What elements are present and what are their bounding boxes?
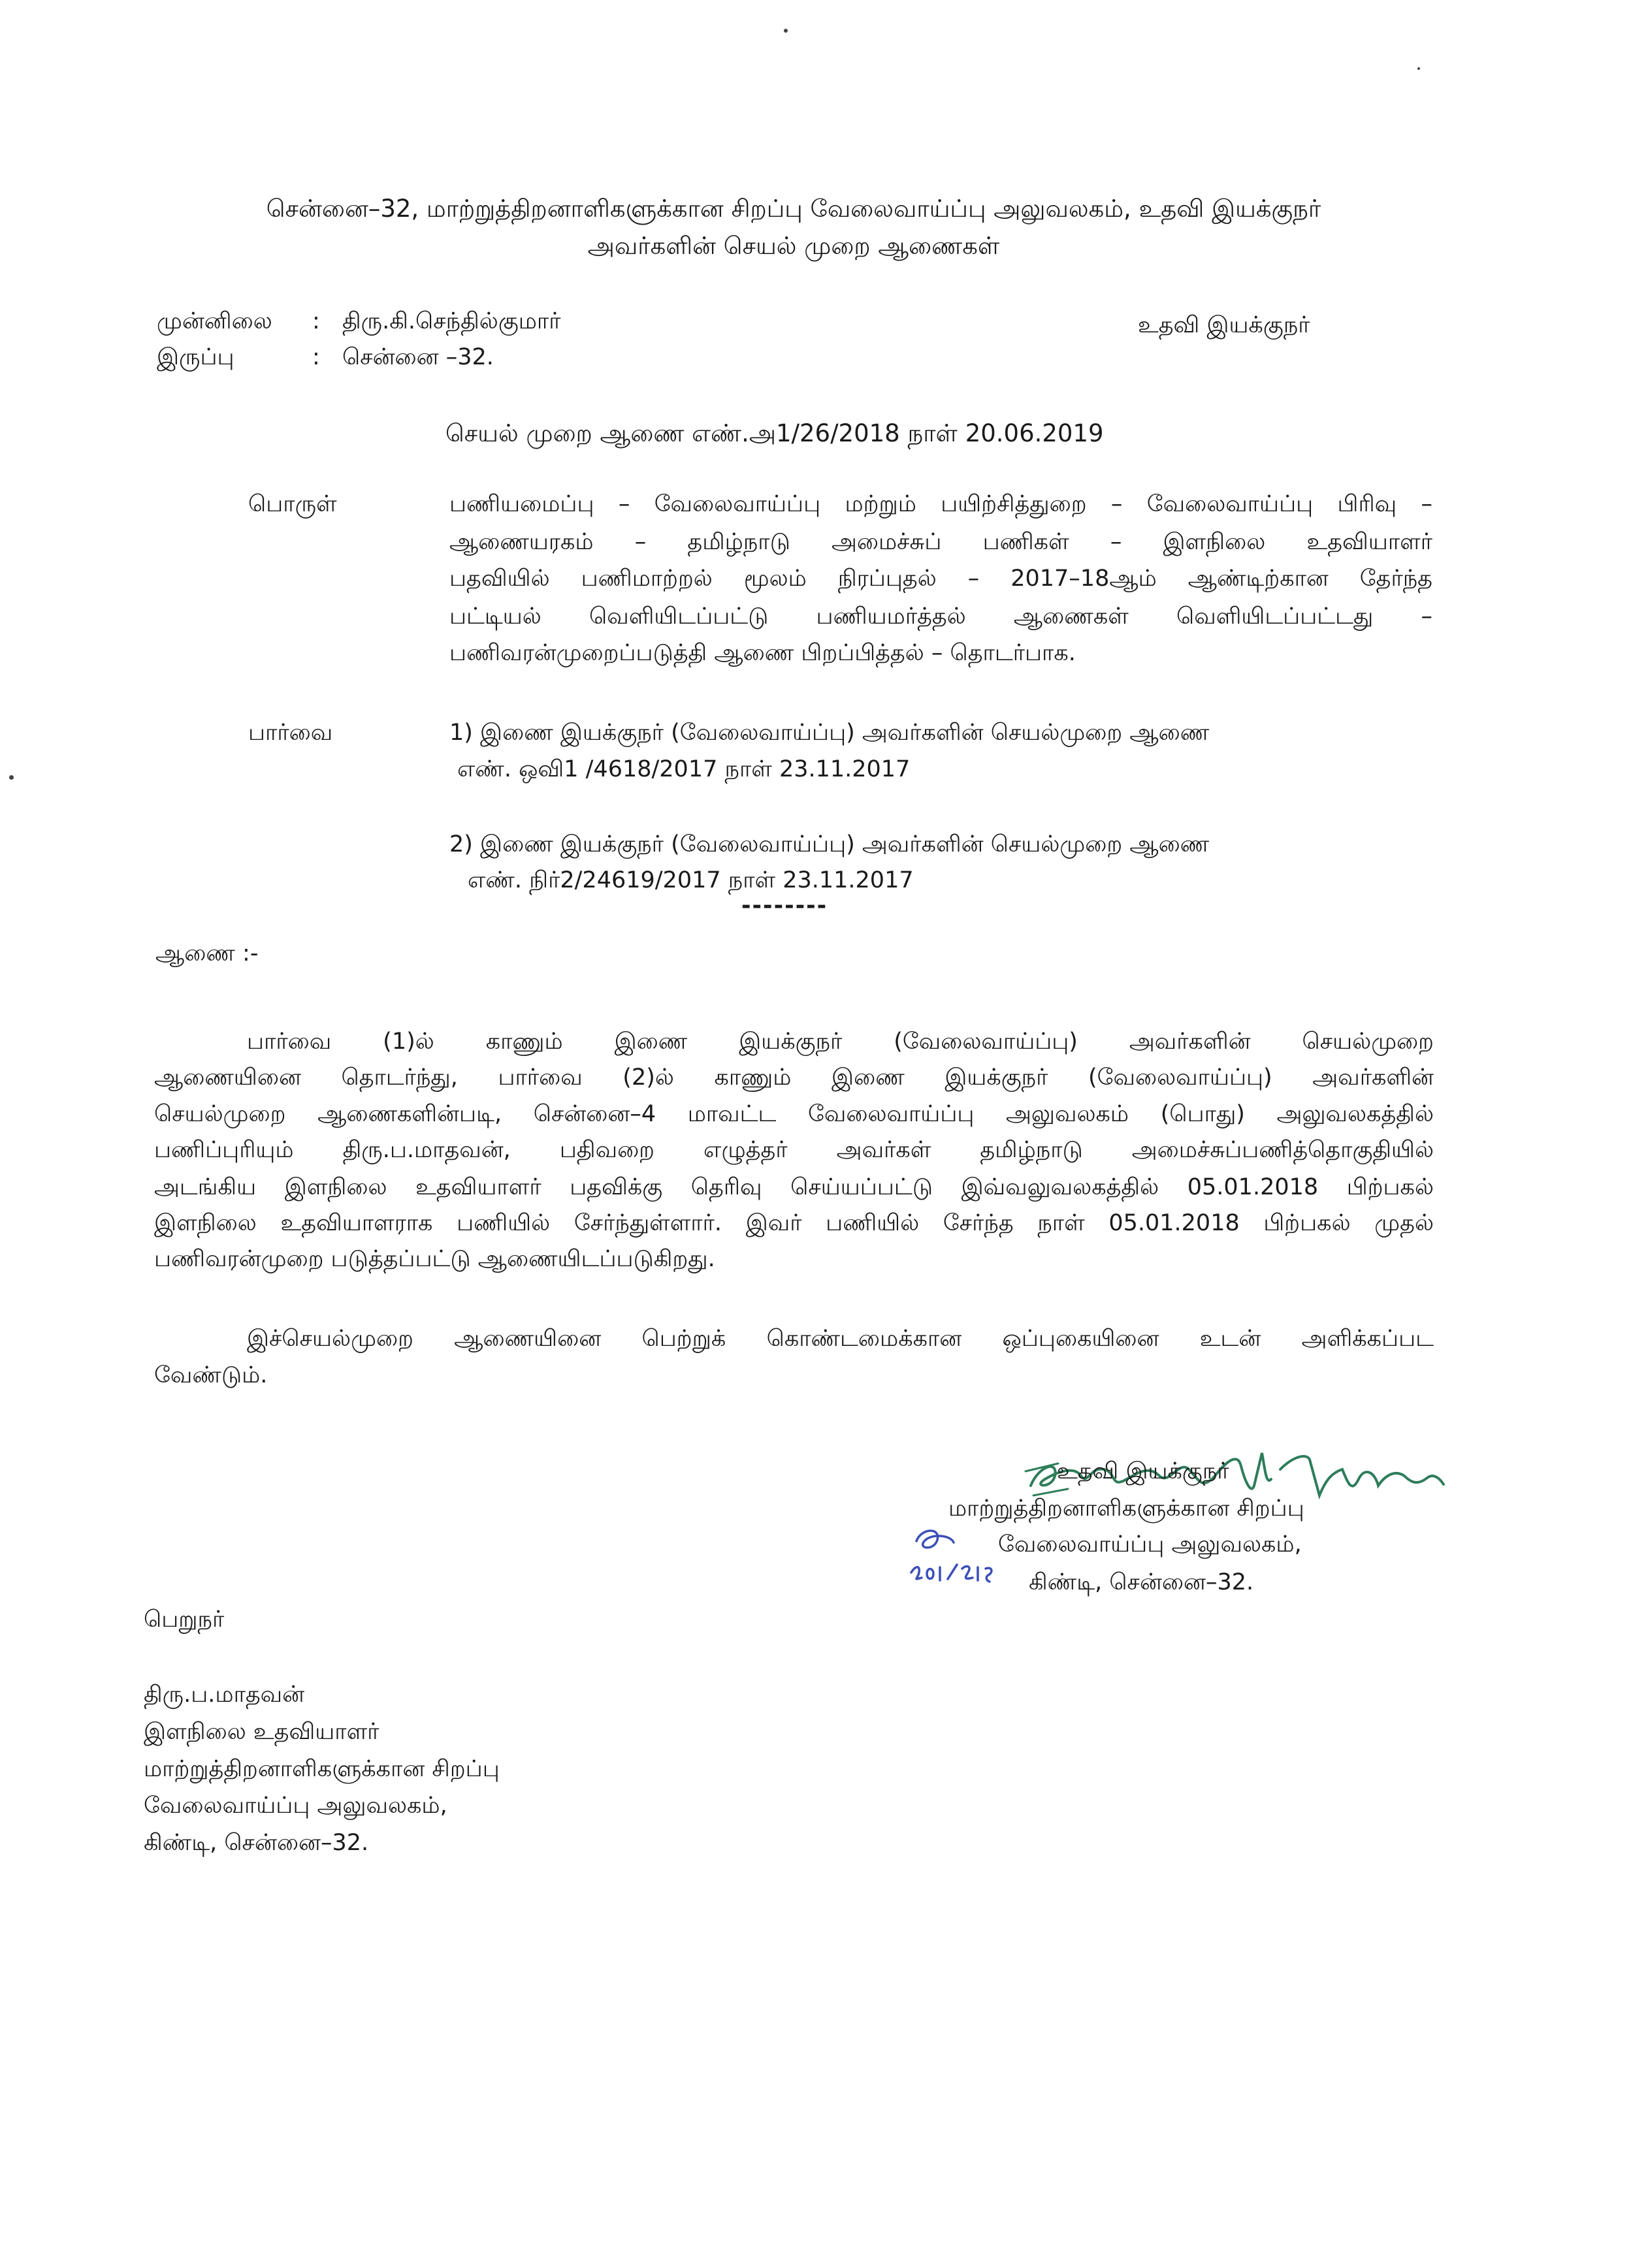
scan-speck <box>784 29 788 33</box>
body-line: ஆணையினை தொடர்ந்து, பார்வை (2)ல் காணும் இணை இயக்குநர் (வேலைவாய்ப்பு) அவர்களின் <box>154 1064 1434 1091</box>
recipient-line: மாற்றுத்திறனாளிகளுக்கான சிறப்பு <box>144 1756 500 1782</box>
body-line: செயல்முறை ஆணைகளின்படி, சென்னை–4 மாவட்ட வேலைவாய்ப்பு அலுவலகம் (பொது) அலுவலகத்தில் <box>154 1101 1434 1127</box>
presence-colon: : <box>312 308 320 334</box>
signatory-title: உதவி இயக்குநர் <box>1057 1458 1229 1484</box>
subject-line: ஆணையரகம் – தமிழ்நாடு அமைச்சுப் பணிகள் – இளநிலை உதவியாளர் <box>449 529 1432 555</box>
handwritten-initials <box>905 1522 1012 1587</box>
order-reference: செயல் முறை ஆணை எண்.அ1/26/2018 நாள் 20.06.2019 <box>445 419 1104 447</box>
reference-separator: -------- <box>741 893 828 919</box>
scan-speck <box>9 775 14 780</box>
header-line-2: அவர்களின் செயல் முறை ஆணைகள் <box>587 232 1000 260</box>
reference-label: பார்வை <box>248 720 333 746</box>
signatory-office-line-1: மாற்றுத்திறனாளிகளுக்கான சிறப்பு <box>948 1495 1304 1522</box>
subject-line: பதவியில் பணிமாற்றல் மூலம் நிரப்புதல் – 2017–18ஆம் ஆண்டிற்கான தேர்ந்த <box>449 566 1432 592</box>
recipient-line: திரு.ப.மாதவன் <box>144 1682 305 1708</box>
header-line-1: சென்னை–32, மாற்றுத்திறனாளிகளுக்கான சிறப்பு வேலைவாய்ப்பு அலுவலகம், உதவி இயக்குநர் <box>266 195 1321 223</box>
body-line: பார்வை (1)ல் காணும் இணை இயக்குநர் (வேலைவாய்ப்பு) அவர்களின் செயல்முறை <box>247 1029 1434 1055</box>
recipient-label: பெறுநர் <box>144 1606 225 1633</box>
order-heading: ஆணை :- <box>155 940 259 966</box>
body-line: பணிப்புரியும் திரு.ப.மாதவன், பதிவறை எழுத்தர் அவர்கள் தமிழ்நாடு அமைச்சுப்பணித்தொகுதியில் <box>154 1137 1434 1163</box>
subject-line: பணியமைப்பு – வேலைவாய்ப்பு மற்றும் பயிற்சித்துறை – வேலைவாய்ப்பு பிரிவு – <box>449 491 1432 517</box>
body-line: இச்செயல்முறை ஆணையினை பெற்றுக் கொண்டமைக்கான ஒப்புகையினை உடன் அளிக்கப்பட <box>247 1326 1434 1352</box>
location-colon: : <box>312 344 320 370</box>
subject-label: பொருள் <box>248 491 337 517</box>
body-line: வேண்டும். <box>154 1362 268 1388</box>
recipient-line: இளநிலை உதவியாளர் <box>144 1719 379 1745</box>
subject-line: பணிவரன்முறைப்படுத்தி ஆணை பிறப்பித்தல் – தொடர்பாக. <box>449 640 1076 666</box>
presence-designation: உதவி இயக்குநர் <box>1138 312 1310 338</box>
reference-item-2-line-1: 2) இணை இயக்குநர் (வேலைவாய்ப்பு) அவர்களின் செயல்முறை ஆணை <box>449 831 1210 857</box>
signatory-office-line-2: வேலைவாய்ப்பு அலுவலகம், <box>998 1531 1302 1557</box>
recipient-line: வேலைவாய்ப்பு அலுவலகம், <box>144 1793 447 1819</box>
recipient-line: கிண்டி, சென்னை–32. <box>144 1830 369 1856</box>
scan-speck <box>1417 67 1420 70</box>
presence-label: முன்னிலை <box>157 308 272 334</box>
body-line: பணிவரன்முறை படுத்தப்பட்டு ஆணையிடப்படுகிறது. <box>154 1246 715 1272</box>
signatory-office-line-3: கிண்டி, சென்னை–32. <box>1029 1569 1254 1595</box>
subject-line: பட்டியல் வெளியிடப்பட்டு பணியமர்த்தல் ஆணைகள் வெளியிடப்பட்டது – <box>449 603 1432 630</box>
reference-item-1-line-1: 1) இணை இயக்குநர் (வேலைவாய்ப்பு) அவர்களின் செயல்முறை ஆணை <box>449 720 1210 746</box>
body-line: அடங்கிய இளநிலை உதவியாளர் பதவிக்கு தெரிவு செய்யப்பட்டு இவ்வலுவலகத்தில் 05.01.2018 பிற்பகல் <box>154 1174 1434 1200</box>
body-line: இளநிலை உதவியாளராக பணியில் சேர்ந்துள்ளார். இவர் பணியில் சேர்ந்த நாள் 05.01.2018 பிற்பகல் முதல் <box>154 1210 1434 1236</box>
location-label: இருப்பு <box>157 344 234 370</box>
reference-item-1-line-2: எண். ஒவி1 /4618/2017 நாள் 23.11.2017 <box>457 756 911 782</box>
location-value: சென்னை –32. <box>342 344 494 370</box>
reference-item-2-line-2: எண். நிர்2/24619/2017 நாள் 23.11.2017 <box>468 867 914 893</box>
presence-name: திரு.கி.செந்தில்குமார் <box>342 308 561 334</box>
